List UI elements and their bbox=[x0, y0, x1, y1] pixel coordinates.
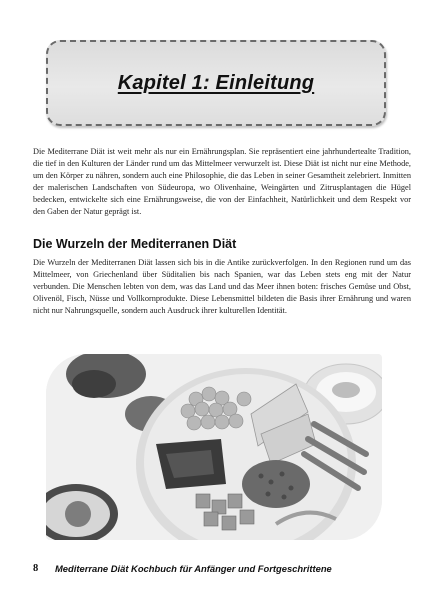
intro-paragraph: Die Mediterrane Diät ist weit mehr als nur ein Ernährungsplan. Sie repräsentiert eine jahrhundertealte Tradition, die tief in den Kulturen der Länder rund um das Mittelmeer verwurzelt ist. Diese Diät ist nicht nur eine Methode, um den Körper zu nähren, sondern auch eine Philosophie, die das Leben in seiner Gesamtheit zelebriert. Inmitten der malerischen Landschaften von Südeuropa, wo Olivenhaine, Weingärten und Zitrusplantagen die Hügel bedecken, entwickelte sich eine Ernährungsweise, die von der Einfachheit, Natürlichkeit und dem Respekt vor den Gaben der Natur geprägt ist. bbox=[33, 147, 411, 216]
chapter-title-box bbox=[46, 40, 386, 126]
page-number: 8 bbox=[33, 562, 39, 574]
section-paragraph: Die Wurzeln der Mediterranen Diät lassen sich bis in die Antike zurückverfolgen. In den Regionen rund um das Mittelmeer, von Griechenland über Süditalien bis nach Spanien, war das Leben stets eng mit der Natur verbunden. Die Menschen lebten von dem, was das Land und das Meer ihnen boten: frisches Gemüse und Obst, Olivenöl, Fisch, Nüsse und Vollkornprodukte. Diese Lebensmittel bildeten die Basis ihrer Ernährung und waren nicht nur Nahrungsquelle, sondern auch Ausdruck ihrer kulturellen Identität. bbox=[33, 258, 411, 315]
chapter-title: Kapitel 1: Einleitung bbox=[117, 71, 315, 94]
page-footer bbox=[33, 561, 413, 575]
food-bowl-photo bbox=[46, 354, 382, 540]
running-footer-title: Mediterrane Diät Kochbuch für Anfänger und Fortgeschrittene bbox=[55, 562, 332, 574]
section-heading: Die Wurzeln der Mediterranen Diät bbox=[33, 237, 237, 251]
